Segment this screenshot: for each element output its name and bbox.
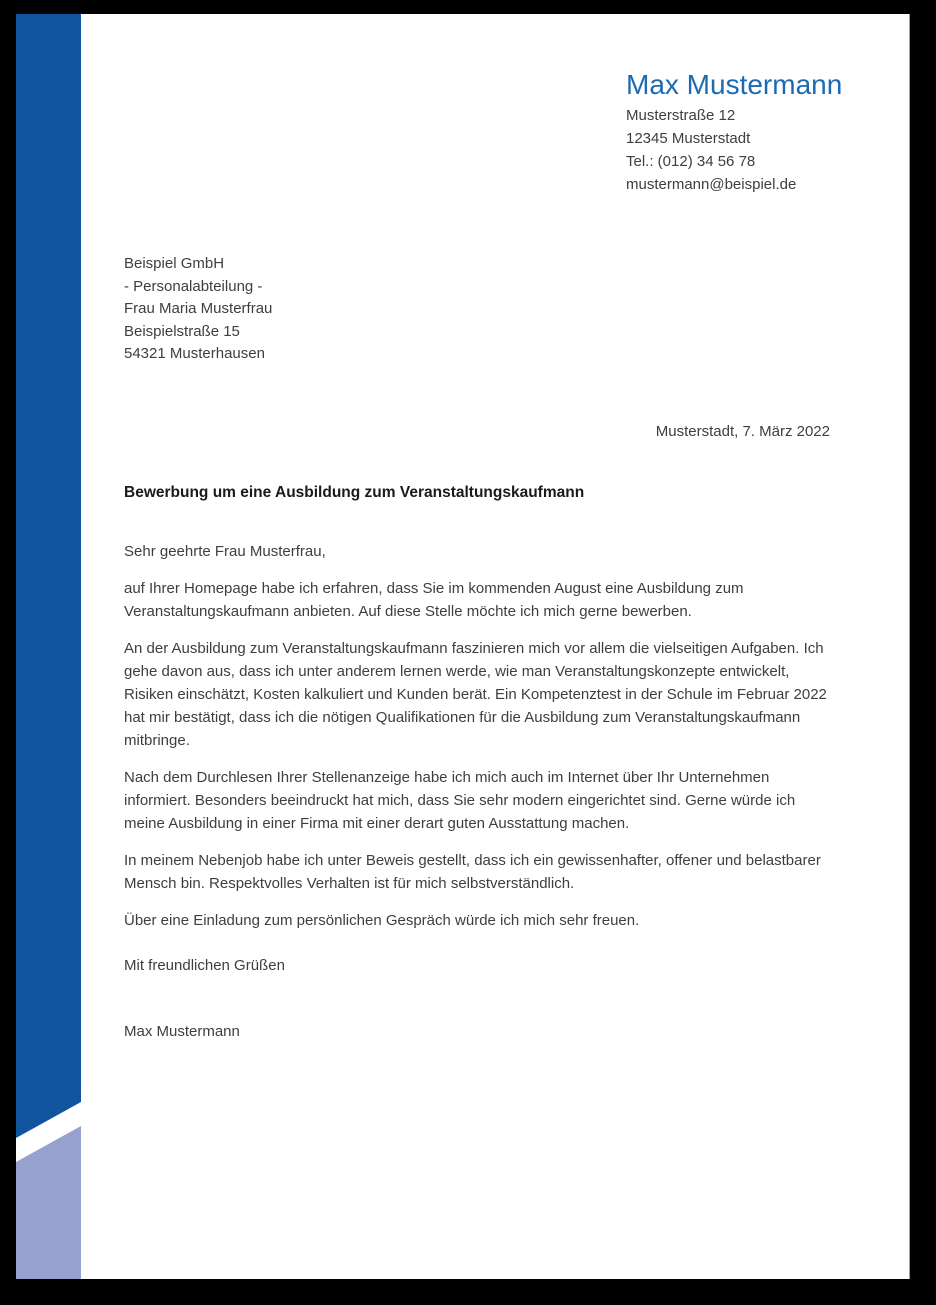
side-accent-band	[16, 14, 81, 1279]
letter-body	[124, 420, 830, 1043]
sender-address-line: Musterstraße 12	[626, 107, 736, 124]
recipient-block	[124, 253, 444, 366]
body-paragraphs	[124, 577, 830, 932]
recipient-line: Frau Maria Musterfrau	[124, 300, 273, 317]
sender-address	[626, 104, 896, 196]
salutation: Sehr geehrte Frau Musterfrau,	[124, 543, 326, 560]
subject-line: Bewerbung um eine Ausbildung zum Veranstaltungskaufmann	[124, 484, 585, 501]
sender-address-line: Tel.: (012) 34 56 78	[626, 153, 756, 170]
body-paragraph: An der Ausbildung zum Veranstaltungskaufmann faszinieren mich vor allem die vielseitigen Aufgaben. Ich gehe davon aus, dass ich unter anderem lernen werde, wie man Veranstaltungskonzepte entwickelt, Risiken einschätzt, Kosten kalkuliert und Kunden berät. Ein Kompetenztest in der Schule im Februar 2022 hat mir bestätigt, dass ich die nötigen Qualifikationen für die Ausbildung zum Veranstaltungskaufmann mitbringe.	[124, 640, 827, 749]
closing-phrase: Mit freundlichen Grüßen	[124, 957, 285, 974]
recipient-line: 54321 Musterhausen	[124, 345, 265, 362]
sender-name: Max Mustermann	[626, 69, 843, 100]
letter-page	[16, 14, 910, 1279]
side-band-lavender	[16, 1126, 81, 1279]
body-paragraph: auf Ihrer Homepage habe ich erfahren, dass Sie im kommenden August eine Ausbildung zum Veranstaltungskaufmann anbieten. Auf diese Stelle möchte ich mich gerne bewerben.	[124, 580, 744, 620]
sender-address-line: mustermann@beispiel.de	[626, 176, 797, 193]
recipient-line: Beispiel GmbH	[124, 255, 225, 272]
body-paragraph: Nach dem Durchlesen Ihrer Stellenanzeige habe ich mich auch im Internet über Ihr Unternehmen informiert. Besonders beeindruckt hat mich, dass Sie sehr modern eingerichtet sind. Gerne würde ich meine Ausbildung in einer Firma mit einer derart guten Ausstattung machen.	[124, 769, 796, 832]
sender-address-line: 12345 Musterstadt	[626, 130, 751, 147]
sender-block	[626, 66, 896, 196]
recipient-line: - Personalabteilung -	[124, 277, 263, 295]
side-band-blue	[16, 14, 81, 1138]
body-paragraph: In meinem Nebenjob habe ich unter Beweis gestellt, dass ich ein gewissenhafter, offener und belastbarer Mensch bin. Respektvolles Verhalten ist für mich selbstverständlich.	[124, 852, 821, 892]
body-paragraph: Über eine Einladung zum persönlichen Gespräch würde ich mich sehr freuen.	[124, 912, 640, 929]
signature-name: Max Mustermann	[124, 1023, 240, 1040]
date-line: Musterstadt, 7. März 2022	[655, 423, 830, 440]
recipient-line: Beispielstraße 15	[124, 322, 240, 340]
